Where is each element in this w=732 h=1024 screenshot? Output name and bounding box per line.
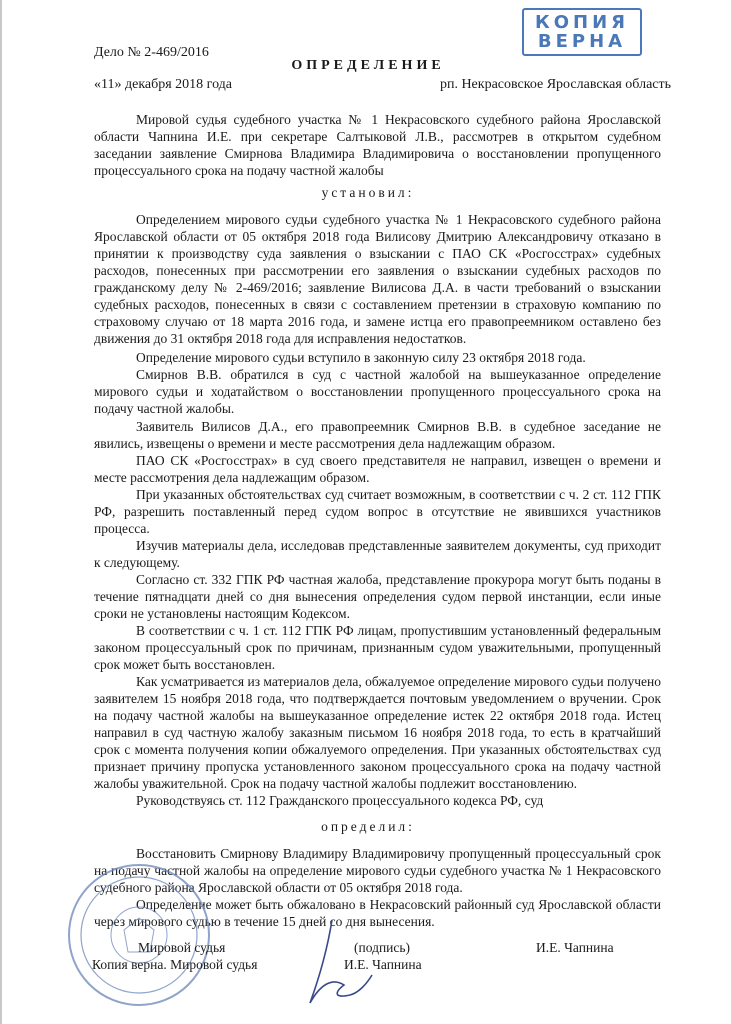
paragraph: Руководствуясь ст. 112 Гражданского процессуального кодекса РФ, суд: [136, 793, 544, 808]
document-place: рп. Некрасовское Ярославская область: [439, 77, 671, 92]
judge-name: И.Е. Чапнина: [536, 940, 614, 955]
paragraph: Изучив материалы дела, исследовав представленные заявителем документы, суд приходит к следующему.: [94, 538, 661, 570]
case-number: Дело № 2-469/2016: [94, 45, 209, 60]
round-seal-icon: [64, 860, 214, 1010]
decision-paragraph: Определение может быть обжаловано в Некрасовский районный суд Ярославской области через мирового судью в течение 15 дней со дня вынесения.: [94, 897, 661, 929]
copy-note: Копия верна. Мировой судья: [92, 957, 258, 972]
paragraph: Определение мирового судьи вступило в законную силу 23 октября 2018 года.: [136, 350, 586, 365]
paragraph: Согласно ст. 332 ГПК РФ частная жалоба, представление прокурора могут быть поданы в течение пятнадцати дней со дня вынесения определения судом первой инстанции, если иные сроки не установлены настоящим Кодексом.: [94, 572, 661, 621]
document-title: ОПРЕДЕЛЕНИЕ: [291, 58, 445, 73]
section-established: установил:: [321, 185, 415, 200]
paragraph: В соответствии с ч. 1 ст. 112 ГПК РФ лицам, пропустившим установленный федеральным законом процессуальный срок по причинам, признанным судом уважительными, пропущенный срок может быть восстановлен.: [94, 623, 661, 672]
intro-paragraph: Мировой судья судебного участка № 1 Некрасовского судебного района Ярославской области Чапнина И.Е. при секретаре Салтыковой Л.В., рассмотрев в открытом судебном заседании заявление Смирнова Владимира Владимировича о восстановлении пропущенного процессуального срока на подачу частной жалобы: [94, 112, 661, 178]
document-date: «11» декабря 2018 года: [94, 77, 233, 92]
judge-role: Мировой судья: [138, 940, 226, 955]
paragraph: Смирнов В.В. обратился в суд с частной жалобой на вышеуказанное определение мирового судьи и ходатайством о восстановлении пропущенного процессуального срока на подачу частной жалобы.: [94, 367, 661, 416]
decision-paragraph: Восстановить Смирнову Владимиру Владимировичу пропущенный процессуальный срок на подачу частной жалобы на определение мирового судьи судебного участка № 1 Некрасовского судебного района Ярославской области от 05 октября 2018 года.: [94, 846, 661, 895]
stamp-line-2: ВЕРНА: [537, 31, 627, 52]
judge-name-copy: И.Е. Чапнина: [344, 957, 422, 972]
paragraph: При указанных обстоятельствах суд считает возможным, в соответствии с ч. 2 ст. 112 ГПК РФ, разрешить поставленный перед судом вопрос в отсутствие не явившихся участников процесса.: [94, 487, 661, 536]
paragraph: Определением мирового судьи судебного участка № 1 Некрасовского судебного района Ярославской области от 05 октября 2018 года Вилисову Дмитрию Александровичу отказано в принятии к производству суда заявления о взыскании с ПАО СК «Росгосстрах» судебных расходов, понесенных при рассмотрении его заявления о взыскании судебных расходов по гражданскому делу № 2-469/2016; заявление Вилисова Д.А. в части требований о взыскании судебных расходов, понесенных в связи с составлением претензии в страховую компанию по страховому случаю от 18 марта 2016 года, и замене истца его правопреемником оставлено без движения до 31 октября 2018 года для исправления недостатков.: [94, 212, 661, 346]
copy-verified-stamp: [522, 8, 642, 56]
paragraph: Как усматривается из материалов дела, обжалуемое определение мирового судьи получено заявителем 15 ноября 2018 года, что подтверждается почтовым уведомлением о вручении. Срок на подачу частной жалобы на вышеуказанное определение истек 22 октября 2018 года. Истец направил в суд частную жалобу заказным письмом 16 ноября 2018 года, то есть в кратчайший срок с момента получения копии обжалуемого определения. При указанных обстоятельствах суд признает причину пропуска установленного законом процессуального срока на подачу частной жалобы уважительной. Срок на подачу частной жалобы подлежит восстановлению.: [94, 674, 661, 791]
stamp-line-1: КОПИЯ: [534, 12, 629, 33]
paragraph: ПАО СК «Росгосстрах» в суд своего представителя не направил, извещен о времени и месте рассмотрения дела надлежащим образом.: [94, 453, 661, 485]
signed-label: (подпись): [354, 940, 411, 955]
section-decided: определил:: [321, 819, 415, 834]
paragraph: Заявитель Вилисов Д.А., его правопреемник Смирнов В.В. в судебное заседание не явились, извещены о времени и месте рассмотрения дела надлежащим образом.: [94, 419, 661, 451]
